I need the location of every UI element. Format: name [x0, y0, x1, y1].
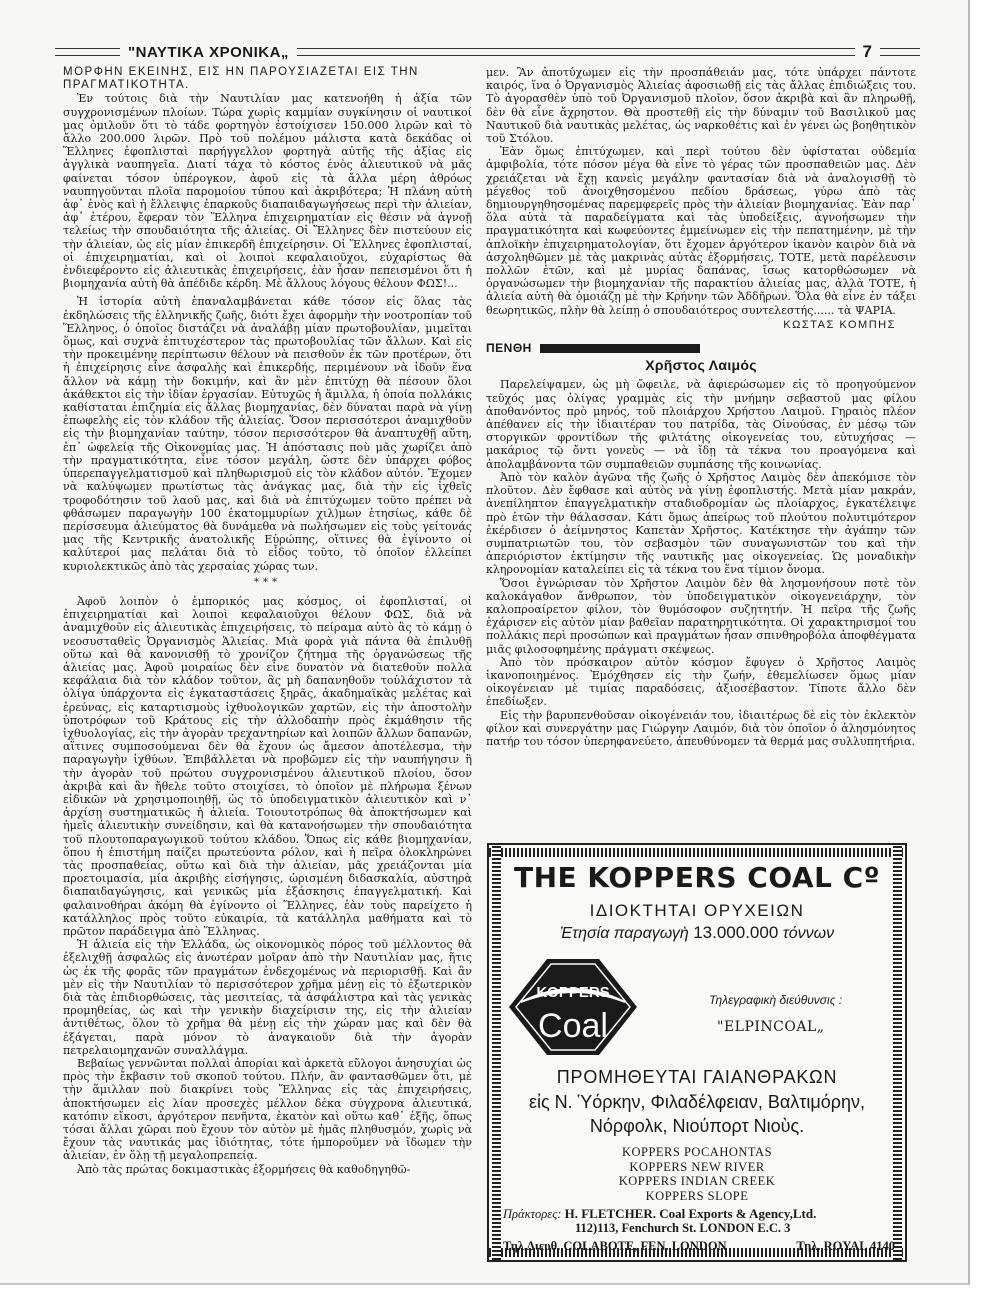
ad-production-unit: τόννων	[782, 925, 835, 942]
ad-telegraph-label: Τηλεγραφικὴ διεύθυνσις :	[709, 993, 843, 1007]
ad-border-pattern	[489, 848, 905, 857]
right-column	[486, 66, 916, 748]
ad-brand-item: KOPPERS INDIAN CREEK	[618, 1174, 776, 1188]
ad-agents-name: H. FLETCHER. Coal Exports & Agency,Ltd.	[564, 1206, 817, 1221]
ad-agents-address: 112)113, Fenchurch St. LONDON E.C. 3	[575, 1221, 791, 1235]
article-paragraph: Ἀπὸ τὰς πρώτας δοκιμαστικὰς ἐξορμήσεις θὰ καθοδηγηθῶ-	[77, 1162, 411, 1176]
header-rule-left	[55, 48, 120, 56]
ad-telephone: Τηλ. ROYAL 4140	[796, 1239, 895, 1253]
ad-coal-suppliers: ΠΡΟΜΗΘΕΥΤΑΙ ΓΑΙΑΝΘΡΑΚΩΝ	[556, 1067, 838, 1087]
article-paragraph: Ἐν τούτοις διὰ τὴν Ναυτιλίαν μας κατενοήθη ἡ ἀξία τῶν συγχρονισμένων πλοίων. Τώρα χωρὶς καμμίαν συγκίνησιν οἱ ναυτικοί μας ὁμιλοῦν ὅτι τὸ τάδε φορτηγὸν ἐστοίχισεν 150.000 λιρῶν καὶ τὸ ἄλλο 200.000 λιρῶν. Πρὸ τοῦ πολέμου μάλιστα κατὰ δεκάδας οἱ Ἕλληνες ἐφοπλισταὶ παρήγγελλον φορτηγὰ αὐτῆς τῆς ἀξίας εἰς ἀγγλικὰ ναυπηγεῖα. Διατί τάχα τὸ κόστος ἑνὸς ἁλιευτικοῦ νὰ μᾶς φαίνεται τόσον ὑπέρογκον, ἀφοῦ εἰς τὰ ἄλλα μέρη ἀθρόως ναυπηγοῦνται πλοῖα παρομοίου τύπου καὶ ἀκριβότερα; Ἡ πλάνη αὐτὴ ἀφ᾽ ἑνὸς καὶ ἡ ἔλλειψις ἐπαρκοῦς διαπαιδαγωγήσεως περὶ τὴν ἁλιείαν, ἀφ᾽ ἑτέρου, ἔφεραν τὸν Ἕλληνα ἐπιχειρηματίαν εἰς θέσιν νὰ ἀγνοῇ τελείως τὴν σπουδαιότητα τῆς ἁλιείας. Οἱ Ἕλληνες δὲν πιστεύουν εἰς τὴν ἁλιείαν, ὡς εἰς μίαν ἐπικερδῆ ἐπιχείρησιν. Οἱ Ἕλληνες ἐφοπλισταί, οἱ ἐπιχειρηματίαι, καὶ οἱ λοιποὶ κεφαλαιοῦχοι, εὐχαρίστως θὰ ἐνδιεφέροντο εἰς ἁλιευτικὰς ἐπιχειρήσεις, ἐὰν ἦσαν πεπεισμένοι ὅτι ἡ βιομηχανία αὐτὴ θὰ ἀπέδιδε κέρδη. Μὲ ἄλλους λόγους θέλουν ΦΩΣ!...	[63, 92, 472, 291]
page-number: 7	[862, 42, 872, 61]
header-rule-middle	[297, 48, 855, 56]
ad-cities-line: Νόρφολκ, Νιούπορτ Νιοὺς.	[589, 1116, 805, 1136]
ad-annual-production	[489, 923, 905, 943]
publication-title: "ΝΑΥΤΙΚΑ ΧΡΟΝΙΚΑ„	[128, 43, 289, 61]
left-column	[63, 66, 472, 1176]
obituary-paragraph: Παρελείψαμεν, ὡς μὴ ὤφειλε, νὰ ἀφιερώσωμεν εἰς τὸ προηγούμενον τεῦχός μας ὀλίγας γραμμὰς εἰς τὴν μνήμην σεβαστοῦ μας φίλου ἀποθανόντος πρὸ μηνός, τοῦ πλοιάρχου Χρήστου Λαιμοῦ. Γηραιὸς πλέον ἀπέθανεν εἰς τὴν ἰδιαιτέραν του πατρίδα, τὰς Οἰνούσας, ἐν μέσῳ τῶν στοργικῶν φροντίδων τῆς φιλτάτης οἰκογενείας του, εὐτυχήσας — μακάριος τῷ ὄντι γονεὺς — νὰ ἴδῃ τὰ τέκνα του προαγόμενα καὶ ἀπολαμβάνοντα τῶν συμπαθειῶν συμπάσης τῆς κοινωνίας.	[486, 378, 916, 471]
ad-brand-item: KOPPERS NEW RIVER	[629, 1159, 765, 1174]
obituary-title: Χρῆστος Λαιμός	[645, 357, 757, 374]
koppers-coal-logo-icon	[507, 957, 639, 1057]
logo-text-top: KOPPERS	[536, 984, 610, 1001]
obituary-paragraph: Ἀπὸ τὸν καλὸν ἀγῶνα τῆς ζωῆς ὁ Χρῆστος Λαιμὸς δὲν ἀπεκόμισε τὸν πλοῦτον. Δὲν ἔφθασε καὶ αὐτὸς νὰ γίνῃ ἐφοπλιστής. Μετὰ μίαν μακράν, ἀνεπίληπτον ἐπαγγελματικὴν σταδιοδρομίαν ὡς πλοίαρχος, ἐγκατέλειψε πρὸ ἐτῶν τὴν θάλασσαν. Κάτι ὅμως ἀπείρως τοῦ πλούτου πολυτιμότερον ἐκέρδισεν ὁ ἀείμνηστος Καπετὰν Χρῆστος. Κατέκτησε τὴν ἀγάπην τῶν συμπατριωτῶν του, τὸν σεβασμὸν τῶν συναγωνιστῶν του καὶ τὴν ἀπεριόριστον ἐκτίμησιν τῆς ναυτικῆς μας οἰκογενείας. Ὡς μοναδικὴν κληρονομίαν καταλείπει εἰς τὰ τέκνα του ἕνα τίμιον ὄνομα.	[486, 470, 916, 577]
koppers-coal-advertisement	[487, 843, 907, 1262]
header-rule-right	[880, 48, 920, 56]
author-signature: ΚΩΣΤΑΣ ΚΟΜΠΗΣ	[783, 318, 896, 331]
article-paragraph: Ἡ ἱστορία αὐτὴ ἐπαναλαμβάνεται κάθε τόσον εἰς ὅλας τὰς ἐκδηλώσεις τῆς ἑλληνικῆς ζωῆς, διότι ἔχει ἀφορμὴν τὴν νοοτροπίαν τοῦ Ἕλληνος, ὁ ὁποῖος διστάζει νὰ ἀναλάβῃ μίαν πρωτοβουλίαν, μιμεῖται ὅμως, καὶ συχνὰ ἐπιτυχέστερον τὰς πρωτοβουλίας τῶν ἄλλων. Καὶ εἰς τὴν προκειμένην περίπτωσιν θέλουν νὰ πεισθοῦν ἐκ τῶν προτέρων, ὅτι ἡ ἐπιχείρησις εἶνε ἀσφαλὴς καὶ ἐπικερδής, περιμένουν νὰ ἰδοῦν ἕνα ἄλλον νὰ κάμῃ τὴν δοκιμήν, καὶ ἂν μὲν ἐπιτύχῃ θὰ πέσουν ὅλοι ἀκάθεκτοι εἰς τὴν ἰδίαν ἐργασίαν. Εὐτυχῶς ἡ ἅμιλλα, ἡ ὁποία πολλάκις καθίσταται ἐπιζημία εἰς ἄλλας βιομηχανίας, δὲν δύναται παρὰ νὰ γίνῃ ἐπωφελὴς εἰς τὸν κλάδον τῆς ἁλιείας. Ὅσον περισσότεροι ἀναμιχθοῦν εἰς τὴν βιομηχανίαν ταύτην, τόσον περισσότερον θὰ ἀναπτυχθῇ αὕτη, ἐπ᾽ ὠφελείᾳ τῆς Οἰκονομίας μας. Ἡ ἀπόστασις ποὺ μᾶς χωρίζει ἀπὸ τὴν πραγματικότητα, εἶνε τόσον μεγάλη, ὥστε δὲν ὑπάρχει φόβος ὑπερεπαγγελματισμοῦ καὶ πληθωρισμοῦ εἰς τὸν κλάδον αὐτόν. Ἔχομεν νὰ καλύψωμεν πρωτίστως τὰς ἀνάγκας μας, διὰ τὴν εἰς ἰχθεῖς τροφοδότησιν τοῦ λαοῦ μας, καὶ διὰ νὰ ἐπιτύχωμεν τοῦτο πρέπει νὰ φθάσωμεν παραγωγὴν 100 ἑκατομμυρίων χιλ)μων ἐτησίως, κάθε δὲ περίσσευμα ἁλιεύματος θὰ δυνάμεθα νὰ πωλήσωμεν εἰς τοὺς γείτονάς μας τῆς Κεντρικῆς ἀνατολικῆς Εὐρώπης, οἵτινες θὰ ἐγίνοντο οἱ καλύτεροί μας πελάται διὰ τὸ εἶδος τοῦτο, τὸ ὁποῖον ἐλλείπει κυριολεκτικῶς ἀπὸ τὰς χερσαίας χώρας των.	[63, 295, 472, 573]
article-paragraph: μεν. Ἂν ἀποτύχωμεν εἰς τὴν προσπάθειάν μας, τότε ὑπάρχει πάντοτε καιρός, ἵνα ὁ Ὀργανισμὸς Ἁλιείας ἀφοσιωθῇ εἰς τὰς ἄλλας ἐπιδιώξεις του. Τὸ ἀγορασθὲν ὑπὸ τοῦ Ὀργανισμοῦ πλοῖον, ὅσον ἀκριβὰ καὶ ἂν πληρωθῇ, δὲν θὰ εἶνε ἄχρηστον. Θὰ προστεθῇ εἰς τὴν δύναμιν τοῦ Βασιλικοῦ μας Ναυτικοῦ διὰ ναυτικὰς μελέτας, ὡς ναρκοθέτις καὶ ἐν γένει ὡς βοηθητικὸν τοῦ Στόλου.	[486, 66, 916, 146]
article-paragraph: Ἐὰν ὅμως ἐπιτύχωμεν, καὶ περὶ τούτου δὲν ὑφίσταται οὐδεμία ἀμφιβολία, τότε πόσον μέγα θὰ εἶνε τὸ γέρας τῶν προσπαθειῶν μας. Δὲν χρειάζεται νὰ ἔχῃ κανεὶς μεγάλην φαντασίαν διὰ νὰ ἀναλογισθῇ τὸ μέγεθος τοῦ ἀνοιχθησομένου πεδίου δράσεως, γύρω ἀπὸ τὰς δημιουργηθησομένας παρεμφερεῖς πρὸς τὴν ἁλιείαν βιομηχανίας. Ἐὰν παρ᾽ ὅλα αὐτὰ τὰ παραδείγματα καὶ τὰς ὑποδείξεις, ἀγνοήσωμεν τὴν πραγματικότητα καὶ κωφεύοντες ἐμμείνωμεν εἰς τὴν πεπατημένην, μὲ τὴν ἁπλοϊκὴν ἐπιχειρηματολογίαν, ὅτι ἔχομεν ἀργότερον ἱκανὸν καιρὸν διὰ νὰ ἀσχοληθῶμεν μὲ τὰς μακρινὰς αὐτὰς ἐξορμήσεις, ΤΟΤΕ, μετὰ παρέλευσιν πολλῶν ἐτῶν, καὶ μὲ μυρίας δαπάνας, ἴσως κατορθώσωμεν νὰ ὀργανώσωμεν τὴν βιομηχανίαν τῆς παρακτίου ἁλιείας μας, ἀλλὰ ΤΟΤΕ, ἡ ἁλιεία αὐτὴ θὰ ὁμοιάζῃ μὲ τὴν Κρήνην τῶν Ἀδδῆρων. Ὅλα θὰ εἶνε ἐν τάξει θεωρητικῶς, πλὴν θὰ λείπῃ ὁ σπουδαιότερος συντελεστής...... τὰ ΨΑΡΙΑ.	[486, 145, 916, 317]
article-paragraph: Βεβαίως γεννῶνται πολλαὶ ἀπορίαι καὶ ἀρκετὰ εὔλογοι ἀνησυχίαι ὡς πρὸς τὴν ἔκβασιν τοῦ σκοποῦ τούτου. Πλήν, ἂν φαντασθῶμεν ὅτι, μὲ τὴν ἅμιλλαν ποὺ διακρίνει τοὺς Ἕλληνας εἰς τὰς ἐπιχειρήσεις, ἀποκτήσωμεν εἰς λίαν προσεχὲς μέλλον δέκα σύγχρονα ἁλιευτικά, κατόπιν εἴκοσι, ἀργότερον πενῆντα, ἑκατὸν καὶ οὕτω καθ᾽ ἑξῆς, ὅπως τόσαι ἄλλαι χῶραι ποὺ ἔχουν τὸν αὐτὸν μὲ ἡμᾶς πληθυσμόν, χωρὶς νὰ ἔχουν τὰς ναυτικάς μας ἰδιότητας, τότε ἠμποροῦμεν νὰ ἴδωμεν τὴν ἁλιείαν, ἐν ὅλῃ τῇ μεγαλοπρεπείᾳ.	[63, 1057, 472, 1163]
obituary-paragraph: Ἀπὸ τὸν πρόσκαιρον αὐτὸν κόσμον ἔφυγεν ὁ Χρῆστος Λαιμὸς ἱκανοποιημένος. Ἐμόχθησεν εἰς τὴν ζωήν, ἐθεμελίωσεν ὅμως μίαν οἰκογένειαν μὲ τιμίας παραδόσεις, ἀξιοσέβαστον. Τίποτε ἄλλο δὲν ἐπεδίωξεν.	[486, 655, 916, 709]
ad-agents-label: Πράκτορες:	[503, 1207, 562, 1221]
ad-brand-item: KOPPERS SLOPE	[645, 1188, 749, 1203]
article-paragraph: Ἀφοῦ λοιπὸν ὁ ἐμπορικός μας κόσμος, οἱ ἐφοπλισταί, οἱ ἐπιχειρηματίαι καὶ λοιποὶ κεφαλαιοῦχοι θέλουν ΦΩΣ, διὰ νὰ ἀναμιχθοῦν εἰς ἁλιευτικὰς ἐπιχειρήσεις, τὸ πείραμα αὐτὸ ἂς τὸ κάμῃ ὁ νεοσυσταθεὶς Ὀργανισμὸς Ἁλιείας. Μιὰ φορὰ γιὰ πάντα θὰ ἐπιλυθῇ οὕτω καὶ θὰ κανονισθῇ τὸ χρονίζον ζήτημα τῆς ὀργανώσεως τῆς ἁλιείας μας. Ἀφοῦ μοιραίως δὲν εἶνε δυνατὸν νὰ διατεθοῦν πολλὰ κεφάλαια διὰ τὸν κλάδον τοῦτον, ἂς μὴ δαπανηθοῦν τοὐλάχιστον τὰ ὀλίγα ὑπάρχοντα εἰς ἐγκαταστάσεις ξηρᾶς, ἀκαδημαϊκὰς μελέτας καὶ ἐρεύνας, εἰς καταρτισμοὺς ἰχθυολογικῶν χαρτῶν, εἰς τὴν ἀποστολὴν ὑποτρόφων τοῦ Κράτους εἰς τὴν ἀλλοδαπὴν πρὸς ἐκμάθησιν τῆς ἰχθυολογίας, εἰς τὴν ἀγορὰν τρεχαντηρίων καὶ λοιπῶν ἄλλων δαπανῶν, αἵτινες συμποσούμεναι δὲν θὰ ἔχουν ὡς ἄμεσον ἀποτέλεσμα, τὴν παραγωγὴν ἰχθύων. Ἐπιβάλλεται νὰ προβῶμεν εἰς τὴν ναυπήγησιν ἢ τὴν ἀγορὰν τοῦ πρώτου συγχρονισμένου ἁλιευτικοῦ πλοίου, ὅσον ἀκριβὰ καὶ ἂν ἤθελε τοῦτο στοιχίσει, τὸ ὁποῖον μὲ πλήρωμα ξένων εἰδικῶν νὰ χρησιμοποιηθῇ, ὡς τὸ ὑποδειγματικὸν ἁλιευτικὸν καὶ ν᾽ ἀρχίσῃ συστηματικῶς ἡ ἁλιεία. Τοιουτοτρόπως θὰ ἀποκτήσωμεν καὶ ἡμεῖς ἁλιευτικὴν συνείδησιν, καὶ θὰ κατανοήσωμεν τὴν σπουδαιότητα τοῦ πλουτοπαραγωγικοῦ τούτου κλάδου. Ὅπως εἰς κάθε βιομηχανίαν, ὅπου ἡ ἐπιστήμη παίζει πρωτεύοντα ρόλον, καὶ ἡ πεῖρα ὁλοκληρώνει τὰς προσπαθείας, οὕτω καὶ διὰ τὴν ἁλιείαν, μᾶς χρειάζονται μία προετοιμασία, μία ἀκριβὴς εἰσήγησις, ὡρισμένη διδασκαλία, αὐστηρὰ διαπαιδαγώγησις, καὶ γενικῶς μία ἐξάσκησις ἐπαγγελματική. Καὶ φαλαινοθήραι ἀκόμη θὰ ἐγίνοντο οἱ Ἕλληνες, ἐὰν τοὺς παρείχετο ἡ κατάλληλος πρὸς τοῦτο εὐκαιρία, τὰ κατάλληλα μαθήματα καὶ τὸ πρῶτον παράδειγμα ἀπὸ Ἕλληνας.	[63, 594, 472, 938]
ad-agents	[503, 1207, 895, 1235]
ad-production-amount: 13.000.000	[693, 923, 779, 942]
ad-brand-list	[489, 1145, 905, 1203]
section-separator-stars: ***	[254, 576, 281, 588]
ad-cities-line: εἰς Ν. Ὑόρκην, Φιλαδέλφειαν, Βαλτιμόρην,	[528, 1092, 866, 1112]
ad-telegraph-address: "ELPINCOAL„	[717, 1019, 825, 1035]
ad-mine-owners: ΙΔΙΟΚΤΗΤΑΙ ΟΡΥΧΕΙΩΝ	[589, 901, 805, 920]
ad-brand-item: KOPPERS POCAHONTAS	[621, 1145, 773, 1159]
logo-text-bottom: Coal	[538, 1007, 608, 1045]
ad-production-label: Ἐτησία παραγωγὴ	[559, 925, 689, 942]
obituary-section-header	[486, 342, 916, 355]
obituary-section-label: ΠΕΝΘΗ	[486, 341, 532, 356]
ad-company-title: THE KOPPERS COAL Cº	[514, 861, 880, 894]
page-header	[55, 40, 920, 64]
obituary-paragraph: Ὅσοι ἐγνώρισαν τὸν Χρῆστον Λαιμὸν δὲν θὰ λησμονήσουν ποτὲ τὸν καλοκάγαθον ἄνθρωπον, τὸν ὑποδειγματικὸν οἰκογενειάρχην, τὸν καλοπροαίρετον φίλον, τὸν θυμόσοφον συζητητήν. Ἡ πεῖρα τῆς ζωῆς ἐχάρισεν εἰς αὐτὸν μίαν βαθεῖαν παρατηρητικότητα. Οἱ χαρακτηρισμοί του πολλάκις περὶ προσώπων καὶ πραγμάτων ἦσαν σπινθηροβόλα ἀποφθέγματα μιᾶς φιλοσοφημένης πράγματι σκέψεως.	[486, 576, 916, 656]
article-continuation-heading: ΜΟΡΦΗΝ ΕΚΕΙΝΗΣ, ΕΙΣ ΗΝ ΠΑΡΟΥΣΙΑΖΕΤΑΙ ΕΙΣ ΤΗΝ ΠΡΑΓΜΑΤΙΚΟΤΗΤΑ.	[63, 66, 419, 92]
obituary-paragraph: Εἰς τὴν βαρυπενθοῦσαν οἰκογένειάν του, ἰδιαιτέρως δὲ εἰς τὸν ἐκλεκτὸν φίλον καὶ συνεργάτην μας Γιώργην Λαιμόν, διὰ τὸν ὁποῖον ὁ ἀλησμόνητος πατήρ του τόσον ὑπερηφανεύετο, ἀπευθύνομεν τὰ θερμά μας συλλυπητήρια.	[486, 708, 916, 748]
section-bar	[540, 344, 700, 353]
ad-telegraph-coded: Τηλ.Διευθ. COLABOTE, FEN. LONDON	[503, 1239, 727, 1253]
article-paragraph: Ἡ ἁλιεία εἰς τὴν Ἑλλάδα, ὡς οἰκονομικὸς πόρος τοῦ μέλλοντος θὰ ἐξελιχθῇ ἀσφαλῶς εἰς ἀνωτέραν μοῖραν ἀπὸ τὴν Ναυτιλίαν μας, ἥτις ὡς ἐκ τῆς φορᾶς τῶν πραγμάτων ἐνδεχομένως νὰ περιορισθῇ. Καὶ ἂν μὲν εἰς τὴν Ναυτιλίαν τὸ περισσότερον χρῆμα μένῃ εἰς τὸ ἐξωτερικὸν διὰ τὰς ἐπιδιορθώσεις, τὰς μεσιτείας, τὰ ἀσφάλιστρα καὶ τὰς γενικὰς προμηθείας, ὡς καὶ τὴν γενικὴν διαχείρισιν της, εἰς τὴν ἁλιείαν ἀντιθέτως, ὅλον τὸ χρῆμα θὰ μένῃ εἰς τὴν χώραν μας καὶ δὲν θὰ ἐξάγεται, παρὰ μόνον τὸ ἀναγκαιοῦν διὰ τὴν ἀγορὰν πετρελαιομηχανῶν συναλλάγμα.	[63, 938, 472, 1057]
ad-contact-line	[503, 1239, 895, 1254]
